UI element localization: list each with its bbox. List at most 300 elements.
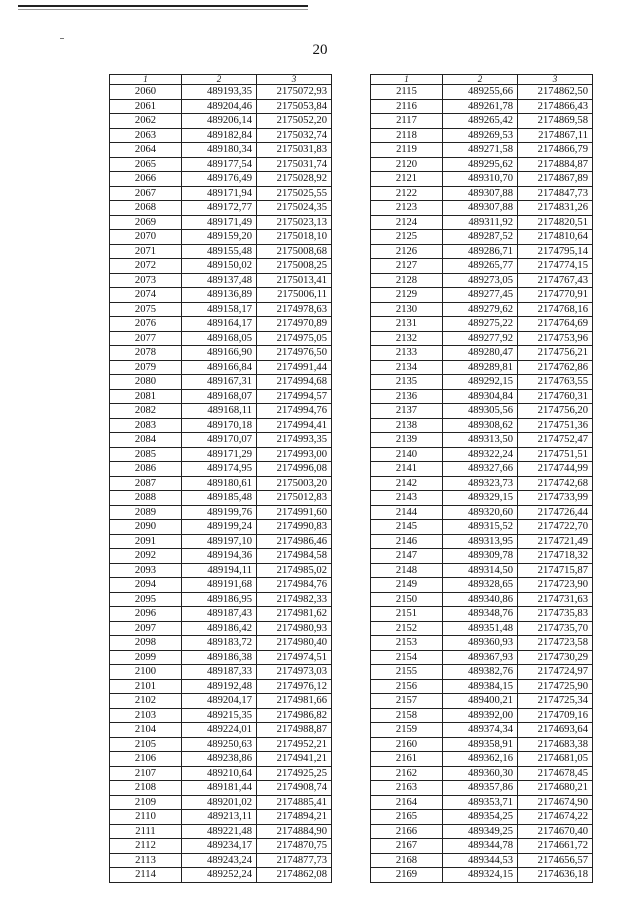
column-header-y: 3: [257, 75, 332, 85]
x-coordinate-cell: 489277,92: [443, 331, 518, 346]
y-coordinate-cell: 2174866,79: [518, 143, 593, 158]
x-coordinate-cell: 489307,88: [443, 201, 518, 216]
point-number-cell: 2123: [371, 201, 443, 216]
y-coordinate-cell: 2175072,93: [257, 85, 332, 100]
point-number-cell: 2116: [371, 99, 443, 114]
table-row: [110, 346, 332, 361]
point-number-cell: 2160: [371, 737, 443, 752]
point-number-cell: 2121: [371, 172, 443, 187]
y-coordinate-cell: 2174670,40: [518, 824, 593, 839]
y-coordinate-cell: 2174726,44: [518, 505, 593, 520]
y-coordinate-cell: 2174735,83: [518, 607, 593, 622]
point-number-cell: 2102: [110, 694, 182, 709]
table-row: [371, 737, 593, 752]
table-row: [371, 694, 593, 709]
x-coordinate-cell: 489400,21: [443, 694, 518, 709]
point-number-cell: 2128: [371, 273, 443, 288]
y-coordinate-cell: 2174870,75: [257, 839, 332, 854]
x-coordinate-cell: 489250,63: [182, 737, 257, 752]
x-coordinate-cell: 489174,95: [182, 462, 257, 477]
y-coordinate-cell: 2174974,51: [257, 650, 332, 665]
y-coordinate-cell: 2174680,21: [518, 781, 593, 796]
table-row: [110, 230, 332, 245]
point-number-cell: 2090: [110, 520, 182, 535]
x-coordinate-cell: 489166,90: [182, 346, 257, 361]
x-coordinate-cell: 489164,17: [182, 317, 257, 332]
y-coordinate-cell: 2174994,41: [257, 418, 332, 433]
point-number-cell: 2113: [110, 853, 182, 868]
table-row: [371, 766, 593, 781]
table-row: [110, 549, 332, 564]
table-row: [371, 215, 593, 230]
table-row: [371, 621, 593, 636]
point-number-cell: 2101: [110, 679, 182, 694]
y-coordinate-cell: 2174991,60: [257, 505, 332, 520]
x-coordinate-cell: 489159,20: [182, 230, 257, 245]
y-coordinate-cell: 2174908,74: [257, 781, 332, 796]
y-coordinate-cell: 2174952,21: [257, 737, 332, 752]
x-coordinate-cell: 489329,15: [443, 491, 518, 506]
point-number-cell: 2081: [110, 389, 182, 404]
point-number-cell: 2062: [110, 114, 182, 129]
y-coordinate-cell: 2174984,76: [257, 578, 332, 593]
y-coordinate-cell: 2175013,41: [257, 273, 332, 288]
column-header-point: 1: [371, 75, 443, 85]
table-row: [371, 128, 593, 143]
point-number-cell: 2071: [110, 244, 182, 259]
x-coordinate-cell: 489277,45: [443, 288, 518, 303]
x-coordinate-cell: 489187,33: [182, 665, 257, 680]
y-coordinate-cell: 2175003,20: [257, 476, 332, 491]
table-row: [371, 781, 593, 796]
y-coordinate-cell: 2174730,29: [518, 650, 593, 665]
x-coordinate-cell: 489252,24: [182, 868, 257, 883]
point-number-cell: 2136: [371, 389, 443, 404]
point-number-cell: 2083: [110, 418, 182, 433]
table-row: [371, 723, 593, 738]
table-row: [371, 679, 593, 694]
x-coordinate-cell: 489320,60: [443, 505, 518, 520]
y-coordinate-cell: 2175023,13: [257, 215, 332, 230]
point-number-cell: 2164: [371, 795, 443, 810]
x-coordinate-cell: 489323,73: [443, 476, 518, 491]
table-row: [110, 404, 332, 419]
column-header-x: 2: [443, 75, 518, 85]
x-coordinate-cell: 489315,52: [443, 520, 518, 535]
x-coordinate-cell: 489344,53: [443, 853, 518, 868]
y-coordinate-cell: 2175053,84: [257, 99, 332, 114]
table-row: [371, 317, 593, 332]
y-coordinate-cell: 2175028,92: [257, 172, 332, 187]
point-number-cell: 2169: [371, 868, 443, 883]
y-coordinate-cell: 2174661,72: [518, 839, 593, 854]
y-coordinate-cell: 2174760,31: [518, 389, 593, 404]
x-coordinate-cell: 489311,92: [443, 215, 518, 230]
point-number-cell: 2118: [371, 128, 443, 143]
table-row: [110, 665, 332, 680]
table-row: [110, 331, 332, 346]
point-number-cell: 2134: [371, 360, 443, 375]
y-coordinate-cell: 2174884,90: [257, 824, 332, 839]
point-number-cell: 2097: [110, 621, 182, 636]
y-coordinate-cell: 2174982,33: [257, 592, 332, 607]
table-row: [371, 853, 593, 868]
x-coordinate-cell: 489191,68: [182, 578, 257, 593]
table-row: [371, 592, 593, 607]
point-number-cell: 2132: [371, 331, 443, 346]
y-coordinate-cell: 2174753,96: [518, 331, 593, 346]
y-coordinate-cell: 2174866,43: [518, 99, 593, 114]
table-row: [371, 404, 593, 419]
table-row: [110, 621, 332, 636]
point-number-cell: 2084: [110, 433, 182, 448]
table-row: [371, 607, 593, 622]
point-number-cell: 2082: [110, 404, 182, 419]
x-coordinate-cell: 489238,86: [182, 752, 257, 767]
x-coordinate-cell: 489344,78: [443, 839, 518, 854]
table-row: [371, 85, 593, 100]
point-number-cell: 2092: [110, 549, 182, 564]
point-number-cell: 2064: [110, 143, 182, 158]
table-row: [110, 868, 332, 883]
x-coordinate-cell: 489392,00: [443, 708, 518, 723]
point-number-cell: 2159: [371, 723, 443, 738]
column-header-point: 1: [110, 75, 182, 85]
table-row: [371, 491, 593, 506]
header-rule-thin: [18, 9, 308, 10]
point-number-cell: 2108: [110, 781, 182, 796]
point-number-cell: 2075: [110, 302, 182, 317]
x-coordinate-cell: 489314,50: [443, 563, 518, 578]
x-coordinate-cell: 489171,94: [182, 186, 257, 201]
y-coordinate-cell: 2174774,15: [518, 259, 593, 274]
y-coordinate-cell: 2174867,11: [518, 128, 593, 143]
point-number-cell: 2069: [110, 215, 182, 230]
y-coordinate-cell: 2174981,66: [257, 694, 332, 709]
y-coordinate-cell: 2174984,58: [257, 549, 332, 564]
point-number-cell: 2166: [371, 824, 443, 839]
table-row: [110, 317, 332, 332]
point-number-cell: 2079: [110, 360, 182, 375]
table-row: [110, 215, 332, 230]
x-coordinate-cell: 489265,42: [443, 114, 518, 129]
x-coordinate-cell: 489171,49: [182, 215, 257, 230]
x-coordinate-cell: 489193,35: [182, 85, 257, 100]
point-number-cell: 2063: [110, 128, 182, 143]
table-row: [110, 186, 332, 201]
point-number-cell: 2078: [110, 346, 182, 361]
point-number-cell: 2149: [371, 578, 443, 593]
point-number-cell: 2087: [110, 476, 182, 491]
y-coordinate-cell: 2174990,83: [257, 520, 332, 535]
y-coordinate-cell: 2174735,70: [518, 621, 593, 636]
point-number-cell: 2115: [371, 85, 443, 100]
table-row: [110, 389, 332, 404]
point-number-cell: 2100: [110, 665, 182, 680]
x-coordinate-cell: 489273,05: [443, 273, 518, 288]
y-coordinate-cell: 2175031,74: [257, 157, 332, 172]
table-row: [371, 549, 593, 564]
x-coordinate-cell: 489357,86: [443, 781, 518, 796]
point-number-cell: 2065: [110, 157, 182, 172]
table-row: [371, 795, 593, 810]
table-row: [371, 462, 593, 477]
y-coordinate-cell: 2174733,99: [518, 491, 593, 506]
y-coordinate-cell: 2175025,55: [257, 186, 332, 201]
y-coordinate-cell: 2174985,02: [257, 563, 332, 578]
point-number-cell: 2155: [371, 665, 443, 680]
y-coordinate-cell: 2174681,05: [518, 752, 593, 767]
y-coordinate-cell: 2175008,25: [257, 259, 332, 274]
page-number: 20: [312, 42, 328, 58]
point-number-cell: 2066: [110, 172, 182, 187]
y-coordinate-cell: 2174674,90: [518, 795, 593, 810]
point-number-cell: 2129: [371, 288, 443, 303]
table-row: [110, 505, 332, 520]
x-coordinate-cell: 489360,30: [443, 766, 518, 781]
table-row: [110, 810, 332, 825]
y-coordinate-cell: 2174993,35: [257, 433, 332, 448]
table-row: [371, 650, 593, 665]
x-coordinate-cell: 489360,93: [443, 636, 518, 651]
y-coordinate-cell: 2174768,16: [518, 302, 593, 317]
x-coordinate-cell: 489221,48: [182, 824, 257, 839]
x-coordinate-cell: 489168,05: [182, 331, 257, 346]
table-row: [110, 781, 332, 796]
table-row: [110, 433, 332, 448]
x-coordinate-cell: 489322,24: [443, 447, 518, 462]
x-coordinate-cell: 489358,91: [443, 737, 518, 752]
point-number-cell: 2158: [371, 708, 443, 723]
table-row: [110, 157, 332, 172]
x-coordinate-cell: 489177,54: [182, 157, 257, 172]
table-row: [110, 520, 332, 535]
x-coordinate-cell: 489292,15: [443, 375, 518, 390]
table-row: [371, 273, 593, 288]
point-number-cell: 2093: [110, 563, 182, 578]
table-row: [110, 302, 332, 317]
y-coordinate-cell: 2174877,73: [257, 853, 332, 868]
table-row: [110, 360, 332, 375]
x-coordinate-cell: 489367,93: [443, 650, 518, 665]
point-number-cell: 2067: [110, 186, 182, 201]
x-coordinate-cell: 489215,35: [182, 708, 257, 723]
table-row: [371, 447, 593, 462]
table-row: [110, 723, 332, 738]
table-row: [110, 476, 332, 491]
table-row: [371, 476, 593, 491]
x-coordinate-cell: 489183,72: [182, 636, 257, 651]
y-coordinate-cell: 2174847,73: [518, 186, 593, 201]
y-coordinate-cell: 2174970,89: [257, 317, 332, 332]
table-row: [371, 433, 593, 448]
table-row: [110, 592, 332, 607]
y-coordinate-cell: 2174770,91: [518, 288, 593, 303]
point-number-cell: 2135: [371, 375, 443, 390]
point-number-cell: 2068: [110, 201, 182, 216]
point-number-cell: 2142: [371, 476, 443, 491]
x-coordinate-cell: 489180,34: [182, 143, 257, 158]
point-number-cell: 2119: [371, 143, 443, 158]
point-number-cell: 2138: [371, 418, 443, 433]
table-row: [110, 694, 332, 709]
point-number-cell: 2127: [371, 259, 443, 274]
point-number-cell: 2137: [371, 404, 443, 419]
point-number-cell: 2091: [110, 534, 182, 549]
table-row: [110, 244, 332, 259]
x-coordinate-cell: 489170,18: [182, 418, 257, 433]
y-coordinate-cell: 2174976,12: [257, 679, 332, 694]
y-coordinate-cell: 2174723,90: [518, 578, 593, 593]
x-coordinate-cell: 489199,76: [182, 505, 257, 520]
table-row: [371, 114, 593, 129]
y-coordinate-cell: 2175018,10: [257, 230, 332, 245]
x-coordinate-cell: 489224,01: [182, 723, 257, 738]
table-row: [110, 128, 332, 143]
point-number-cell: 2086: [110, 462, 182, 477]
y-coordinate-cell: 2174683,38: [518, 737, 593, 752]
point-number-cell: 2094: [110, 578, 182, 593]
x-coordinate-cell: 489295,62: [443, 157, 518, 172]
table-row: [110, 708, 332, 723]
point-number-cell: 2146: [371, 534, 443, 549]
point-number-cell: 2152: [371, 621, 443, 636]
x-coordinate-cell: 489269,53: [443, 128, 518, 143]
point-number-cell: 2140: [371, 447, 443, 462]
table-row: [371, 157, 593, 172]
x-coordinate-cell: 489243,24: [182, 853, 257, 868]
point-number-cell: 2153: [371, 636, 443, 651]
table-header-row: [371, 75, 593, 85]
table-row: [371, 418, 593, 433]
point-number-cell: 2060: [110, 85, 182, 100]
header-rule: [18, 5, 308, 7]
table-row: [371, 868, 593, 883]
y-coordinate-cell: 2174751,51: [518, 447, 593, 462]
x-coordinate-cell: 489168,07: [182, 389, 257, 404]
point-number-cell: 2070: [110, 230, 182, 245]
y-coordinate-cell: 2174756,20: [518, 404, 593, 419]
x-coordinate-cell: 489382,76: [443, 665, 518, 680]
x-coordinate-cell: 489327,66: [443, 462, 518, 477]
y-coordinate-cell: 2174718,32: [518, 549, 593, 564]
x-coordinate-cell: 489275,22: [443, 317, 518, 332]
table-row: [110, 288, 332, 303]
point-number-cell: 2098: [110, 636, 182, 651]
y-coordinate-cell: 2174715,87: [518, 563, 593, 578]
y-coordinate-cell: 2174869,58: [518, 114, 593, 129]
table-row: [110, 114, 332, 129]
point-number-cell: 2107: [110, 766, 182, 781]
point-number-cell: 2168: [371, 853, 443, 868]
table-row: [110, 201, 332, 216]
y-coordinate-cell: 2174810,64: [518, 230, 593, 245]
table-row: [110, 737, 332, 752]
point-number-cell: 2105: [110, 737, 182, 752]
table-row: [371, 143, 593, 158]
y-coordinate-cell: 2174973,03: [257, 665, 332, 680]
table-row: [110, 172, 332, 187]
y-coordinate-cell: 2174994,68: [257, 375, 332, 390]
table-row: [371, 230, 593, 245]
y-coordinate-cell: 2174725,90: [518, 679, 593, 694]
table-row: [371, 288, 593, 303]
x-coordinate-cell: 489305,56: [443, 404, 518, 419]
x-coordinate-cell: 489289,81: [443, 360, 518, 375]
point-number-cell: 2072: [110, 259, 182, 274]
y-coordinate-cell: 2174986,82: [257, 708, 332, 723]
x-coordinate-cell: 489136,89: [182, 288, 257, 303]
point-number-cell: 2143: [371, 491, 443, 506]
x-coordinate-cell: 489204,17: [182, 694, 257, 709]
point-number-cell: 2095: [110, 592, 182, 607]
x-coordinate-cell: 489181,44: [182, 781, 257, 796]
y-coordinate-cell: 2174767,43: [518, 273, 593, 288]
point-number-cell: 2126: [371, 244, 443, 259]
y-coordinate-cell: 2174725,34: [518, 694, 593, 709]
point-number-cell: 2096: [110, 607, 182, 622]
x-coordinate-cell: 489308,62: [443, 418, 518, 433]
y-coordinate-cell: 2174994,57: [257, 389, 332, 404]
table-row: [371, 360, 593, 375]
point-number-cell: 2144: [371, 505, 443, 520]
point-number-cell: 2117: [371, 114, 443, 129]
y-coordinate-cell: 2174981,62: [257, 607, 332, 622]
point-number-cell: 2080: [110, 375, 182, 390]
point-number-cell: 2147: [371, 549, 443, 564]
y-coordinate-cell: 2174894,21: [257, 810, 332, 825]
y-coordinate-cell: 2175012,83: [257, 491, 332, 506]
x-coordinate-cell: 489304,84: [443, 389, 518, 404]
table-row: [110, 853, 332, 868]
y-coordinate-cell: 2174991,44: [257, 360, 332, 375]
table-row: [371, 172, 593, 187]
y-coordinate-cell: 2174722,70: [518, 520, 593, 535]
x-coordinate-cell: 489150,02: [182, 259, 257, 274]
point-number-cell: 2114: [110, 868, 182, 883]
point-number-cell: 2161: [371, 752, 443, 767]
x-coordinate-cell: 489167,31: [182, 375, 257, 390]
x-coordinate-cell: 489348,76: [443, 607, 518, 622]
x-coordinate-cell: 489180,61: [182, 476, 257, 491]
x-coordinate-cell: 489271,58: [443, 143, 518, 158]
table-row: [371, 302, 593, 317]
x-coordinate-cell: 489349,25: [443, 824, 518, 839]
table-row: [110, 636, 332, 651]
y-coordinate-cell: 2174831,26: [518, 201, 593, 216]
x-coordinate-cell: 489280,47: [443, 346, 518, 361]
table-row: [371, 389, 593, 404]
x-coordinate-cell: 489158,17: [182, 302, 257, 317]
point-number-cell: 2074: [110, 288, 182, 303]
point-number-cell: 2120: [371, 157, 443, 172]
y-coordinate-cell: 2174941,21: [257, 752, 332, 767]
x-coordinate-cell: 489206,14: [182, 114, 257, 129]
table-row: [371, 534, 593, 549]
x-coordinate-cell: 489172,77: [182, 201, 257, 216]
x-coordinate-cell: 489176,49: [182, 172, 257, 187]
y-coordinate-cell: 2174980,40: [257, 636, 332, 651]
x-coordinate-cell: 489324,15: [443, 868, 518, 883]
table-row: [110, 839, 332, 854]
table-row: [110, 578, 332, 593]
point-number-cell: 2089: [110, 505, 182, 520]
y-coordinate-cell: 2174721,49: [518, 534, 593, 549]
table-row: [110, 607, 332, 622]
x-coordinate-cell: 489201,02: [182, 795, 257, 810]
point-number-cell: 2073: [110, 273, 182, 288]
y-coordinate-cell: 2174884,87: [518, 157, 593, 172]
